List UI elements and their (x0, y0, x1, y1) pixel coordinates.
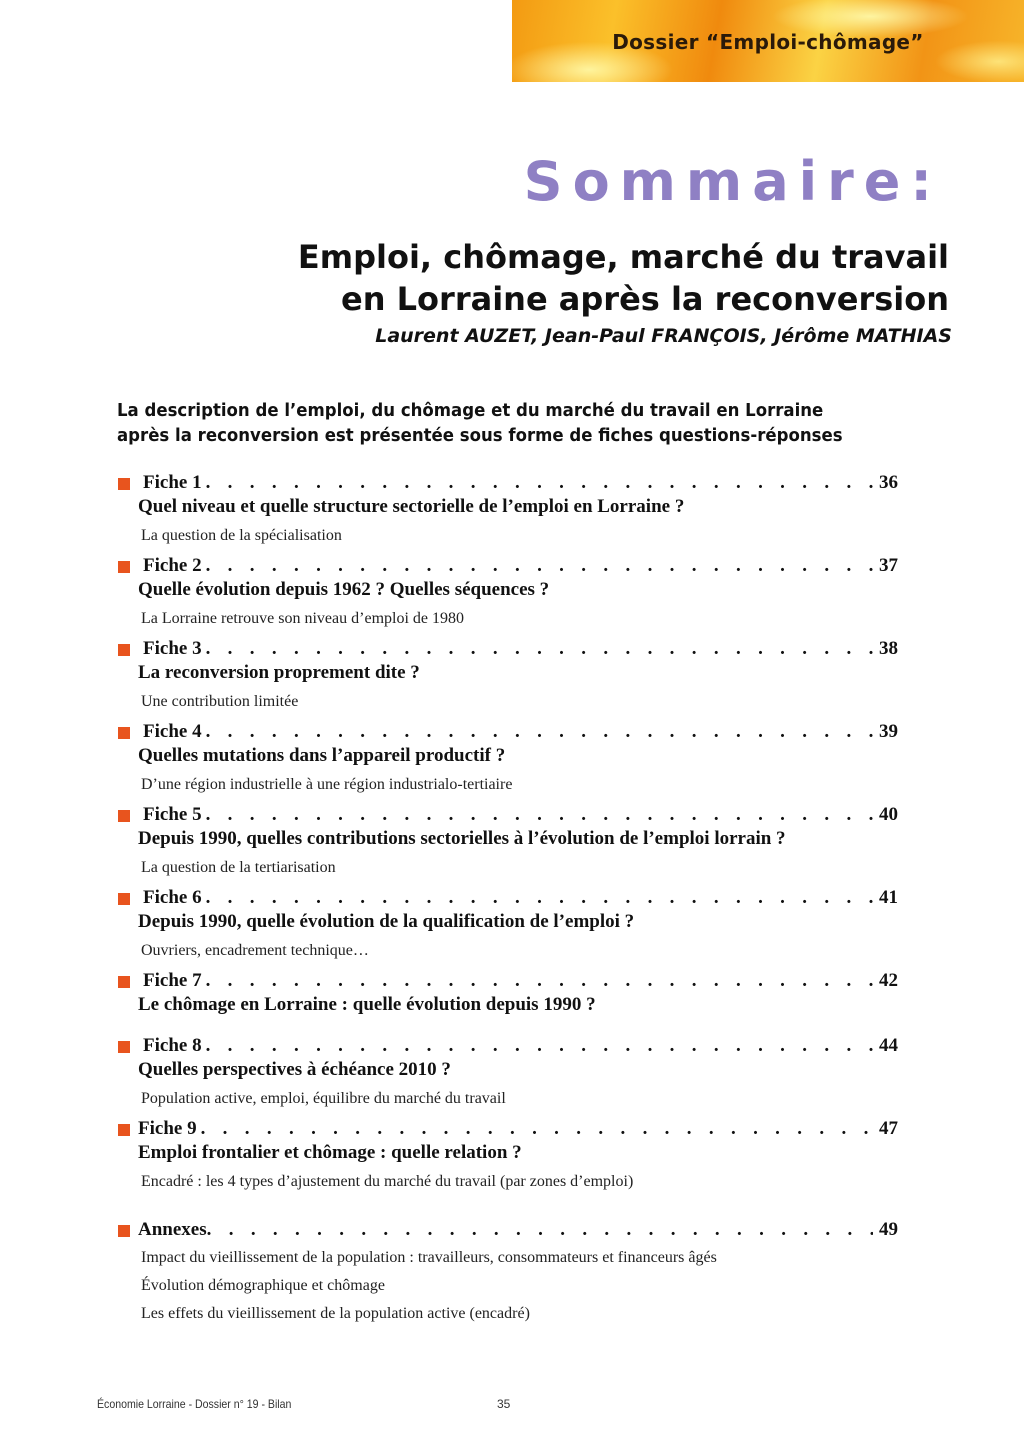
title-line-1: Emploi, chômage, marché du travail (297, 238, 949, 276)
toc-question: Le chômage en Lorraine : quelle évolution depuis 1990 ? (138, 994, 596, 1015)
dot-leader (206, 721, 873, 743)
dot-leader (206, 887, 873, 909)
dot-leader (206, 555, 873, 577)
toc-subtitle: Les effets du vieillissement de la population active (encadré) (141, 1305, 530, 1322)
toc-subtitle: D’une région industrielle à une région industrialo-tertiaire (141, 776, 513, 793)
sommaire-heading: Sommaire: (523, 150, 942, 213)
toc-question: Quelles mutations dans l’appareil productif ? (138, 745, 506, 766)
dot-leader (206, 804, 873, 826)
toc-entry-fiche-1[interactable] (118, 472, 898, 496)
document-title (189, 236, 949, 320)
toc-entry-fiche-6[interactable] (118, 887, 898, 911)
toc-question: Emploi frontalier et chômage : quelle relation ? (138, 1142, 522, 1163)
toc-question: Quelles perspectives à échéance 2010 ? (138, 1059, 451, 1080)
square-bullet-icon (118, 810, 130, 822)
header-banner (512, 0, 1024, 82)
toc-label: Fiche 2 (143, 555, 202, 576)
toc-label: Fiche 7 (143, 970, 202, 991)
toc-page-number: 36 (879, 472, 898, 493)
dot-leader (201, 1118, 873, 1140)
title-line-2: en Lorraine après la reconversion (341, 280, 949, 318)
toc-label: Fiche 1 (143, 472, 202, 493)
toc-label: Fiche 9 (138, 1118, 197, 1139)
toc-page-number: 44 (879, 1035, 898, 1056)
square-bullet-icon (118, 1124, 130, 1136)
square-bullet-icon (118, 976, 130, 988)
toc-page-number: 39 (879, 721, 898, 742)
toc-subtitle: Population active, emploi, équilibre du marché du travail (141, 1090, 506, 1107)
toc-page-number: 41 (879, 887, 898, 908)
toc-page-number: 42 (879, 970, 898, 991)
dot-leader (206, 1035, 873, 1057)
intro-line-2: après la reconversion est présentée sous forme de fiches questions-réponses (117, 425, 843, 446)
authors: Laurent AUZET, Jean-Paul FRANÇOIS, Jérôme MATHIAS (375, 325, 952, 347)
toc-subtitle: Ouvriers, encadrement technique… (141, 942, 369, 959)
toc-question: Quelle évolution depuis 1962 ? Quelles séquences ? (138, 579, 550, 600)
square-bullet-icon (118, 561, 130, 573)
toc-subtitle: Encadré : les 4 types d’ajustement du marché du travail (par zones d’emploi) (141, 1173, 634, 1190)
dot-leader (206, 472, 873, 494)
toc-label: Fiche 6 (143, 887, 202, 908)
toc-subtitle: La question de la spécialisation (141, 527, 342, 544)
toc-question: Depuis 1990, quelle évolution de la qualification de l’emploi ? (138, 911, 635, 932)
toc-entry-fiche-9[interactable] (118, 1118, 898, 1142)
toc-label: Fiche 3 (143, 638, 202, 659)
toc-entry-fiche-7[interactable] (118, 970, 898, 994)
toc-question: Depuis 1990, quelles contributions sectorielles à l’évolution de l’emploi lorrain ? (138, 828, 786, 849)
square-bullet-icon (118, 1041, 130, 1053)
toc-subtitle: La Lorraine retrouve son niveau d’emploi de 1980 (141, 610, 464, 627)
toc-subtitle: Une contribution limitée (141, 693, 299, 710)
toc-subtitle: La question de la tertiarisation (141, 859, 336, 876)
intro-text (117, 398, 853, 448)
toc-entry-fiche-4[interactable] (118, 721, 898, 745)
toc-page-number: 47 (879, 1118, 898, 1139)
square-bullet-icon (118, 478, 130, 490)
toc-entry-fiche-2[interactable] (118, 555, 898, 579)
toc-page-number: 37 (879, 555, 898, 576)
toc-page-number: 49 (879, 1219, 898, 1240)
toc-label: Fiche 8 (143, 1035, 202, 1056)
toc-label: Annexes (138, 1219, 207, 1240)
toc-entry-fiche-3[interactable] (118, 638, 898, 662)
toc-entry-fiche-8[interactable] (118, 1035, 898, 1059)
toc-entry-annexes[interactable] (118, 1219, 898, 1243)
square-bullet-icon (118, 644, 130, 656)
square-bullet-icon (118, 1225, 130, 1237)
square-bullet-icon (118, 893, 130, 905)
toc-label: Fiche 5 (143, 804, 202, 825)
dot-leader (206, 638, 873, 660)
footer-page-number: 35 (497, 1397, 511, 1411)
footer-publication: Économie Lorraine - Dossier n° 19 - Bilan (97, 1397, 292, 1411)
toc-question: Quel niveau et quelle structure sectorielle de l’emploi en Lorraine ? (138, 496, 685, 517)
dot-leader (206, 970, 873, 992)
toc-page-number: 40 (879, 804, 898, 825)
toc-page-number: 38 (879, 638, 898, 659)
banner-title: Dossier “Emploi-chômage” (612, 30, 924, 54)
toc-subtitle: Évolution démographique et chômage (141, 1277, 385, 1294)
intro-line-1: La description de l’emploi, du chômage et du marché du travail en Lorraine (117, 400, 824, 421)
toc-subtitle: Impact du vieillissement de la population : travailleurs, consommateurs et financeurs âgés (141, 1249, 717, 1266)
square-bullet-icon (118, 727, 130, 739)
dot-leader (207, 1219, 873, 1241)
toc-label: Fiche 4 (143, 721, 202, 742)
toc-entry-fiche-5[interactable] (118, 804, 898, 828)
toc-question: La reconversion proprement dite ? (138, 662, 420, 683)
